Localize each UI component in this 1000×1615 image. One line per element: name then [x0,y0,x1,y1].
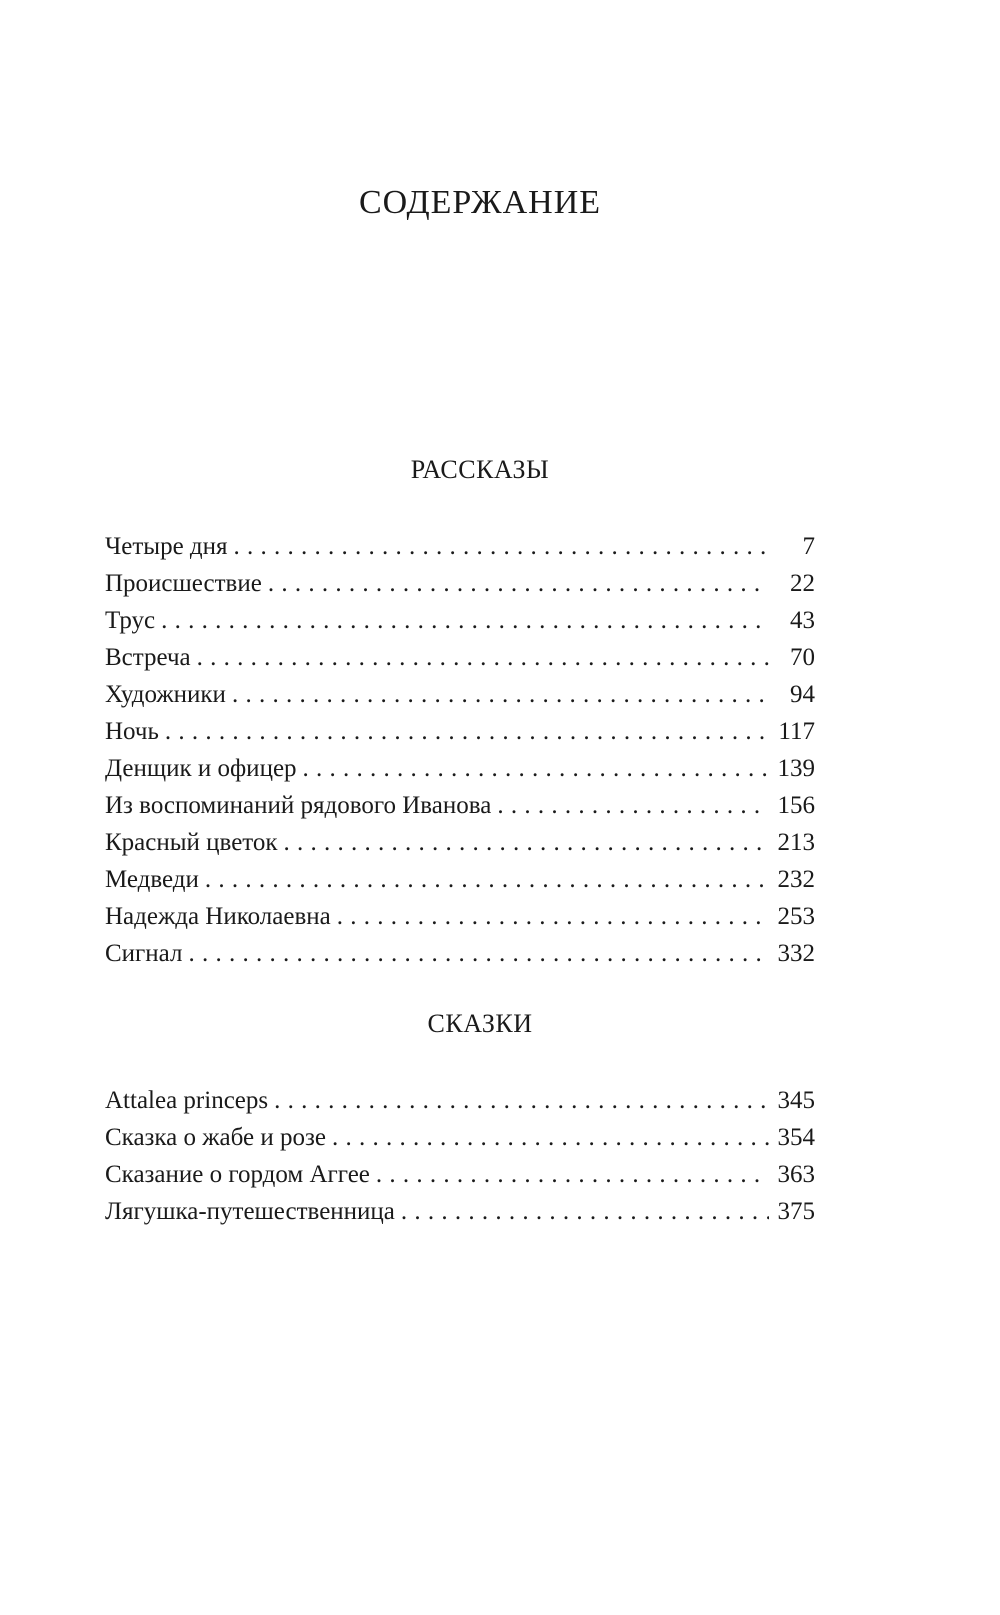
toc-entry-title: Встреча [105,644,191,671]
toc-entry[interactable] [105,1082,815,1119]
toc-dot-leader [376,1156,769,1193]
toc-entry[interactable] [105,787,815,824]
toc-entry-page: 22 [790,570,815,597]
toc-entry-title: Трус [105,607,156,634]
toc-entry-page: 117 [778,718,815,745]
section-heading-tales: СКАЗКИ [427,1009,533,1038]
toc-entry[interactable] [105,676,815,713]
toc-entry-page: 94 [790,681,815,708]
toc-entry[interactable] [105,898,815,935]
toc-entry-page: 213 [777,829,815,856]
toc-entry-title: Денщик и офицер [105,755,297,782]
toc-entry-title: Сигнал [105,940,183,967]
toc-dot-leader [401,1193,769,1230]
toc-entry-page: 7 [802,533,815,560]
toc-entry-page: 332 [777,940,815,967]
toc-dot-leader [197,639,769,676]
toc-entry-title: Художники [105,681,226,708]
toc-entry-page: 354 [777,1124,815,1151]
toc-entry-title: Сказание о гордом Аггее [105,1161,370,1188]
toc-entry-page: 139 [777,755,815,782]
toc-dot-leader [284,824,769,861]
toc-entry-page: 375 [777,1198,815,1225]
toc-dot-leader [188,935,769,972]
toc-entry-title: Ночь [105,718,159,745]
toc-entry[interactable] [105,750,815,787]
toc-entry-title: Происшествие [105,570,262,597]
toc-entry-title: Четыре дня [105,533,228,560]
section-heading-stories: РАССКАЗЫ [410,455,550,484]
toc-dot-leader [234,528,769,565]
toc-entry-title: Медведи [105,866,199,893]
toc-entry[interactable] [105,824,815,861]
toc-entry-page: 232 [777,866,815,893]
toc-dot-leader [497,787,769,824]
toc-dot-leader [161,602,769,639]
toc-entry-title: Красный цветок [105,829,278,856]
toc-list-stories [105,528,815,972]
toc-entry-page: 253 [777,903,815,930]
toc-dot-leader [303,750,769,787]
toc-entry[interactable] [105,565,815,602]
toc-dot-leader [205,861,769,898]
toc-dot-leader [268,565,769,602]
toc-dot-leader [337,898,769,935]
toc-entry-title: Attalea princeps [105,1087,269,1114]
toc-entry[interactable] [105,1119,815,1156]
toc-entry[interactable] [105,602,815,639]
toc-entry-title: Лягушка-путешественница [105,1198,395,1225]
toc-entry[interactable] [105,1193,815,1230]
toc-entry[interactable] [105,639,815,676]
toc-entry-page: 156 [777,792,815,819]
toc-entry[interactable] [105,713,815,750]
toc-entry-title: Сказка о жабе и розе [105,1124,326,1151]
toc-entry-page: 345 [777,1087,815,1114]
toc-list-tales [105,1082,815,1230]
toc-dot-leader [332,1119,769,1156]
toc-entry-page: 43 [790,607,815,634]
toc-entry[interactable] [105,1156,815,1193]
toc-entry-page: 70 [790,644,815,671]
toc-entry[interactable] [105,861,815,898]
toc-entry-title: Из воспоминаний рядового Иванова [105,792,492,819]
toc-entry-title: Надежда Николаевна [105,903,331,930]
toc-dot-leader [165,713,769,750]
toc-entry-page: 363 [777,1161,815,1188]
page-title: СОДЕРЖАНИЕ [358,184,602,221]
toc-dot-leader [274,1082,769,1119]
toc-entry[interactable] [105,935,815,972]
toc-dot-leader [232,676,769,713]
toc-entry[interactable] [105,528,815,565]
